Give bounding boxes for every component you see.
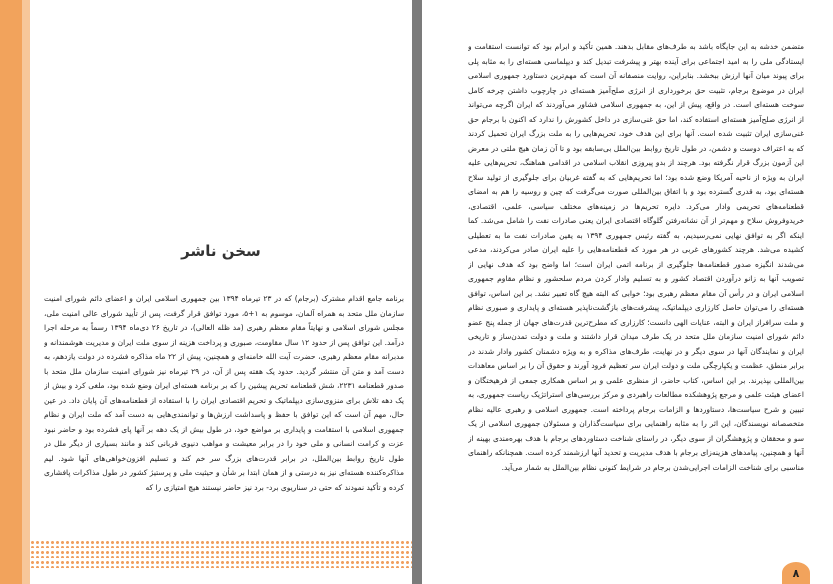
dotted-rule-bottom xyxy=(30,560,412,568)
right-body-text: متضمن خدشه به این جایگاه باشد به طرف‌های مقابل بدهند. همین تأکید و ابرام بود که توانست استقامت و ایستادگی ملی را به امید اجتماعی برای آینده بهتر و پیشرفت تبدیل کند و دیپلماسی هسته‌ای را به مثابه پلی برای پیوند میان آنها ارزش ببخشد. بنابراین، روایت منصفانه آن است که مهم‌ترین دستاورد جمهوری اسلامی ایران در موضوع برجام، تثبیت حق برخورداری از انرژی صلح‌آمیز هسته‌ای در چارچوب داشتن چرخه کامل سوخت هسته‌ای است. در واقع، پیش از این، به جمهوری اسلامی فشاور می‌آوردند که ایران اگرچه می‌تواند از انرژی صلح‌آمیز هسته‌ای استفاده کند، اما حق غنی‌سازی در داخل کشورش را ندارد که اکنون با برجام حق غنی‌سازی ایران تثبیت شده است. آنها برای این هدف خود، تحریم‌هایی را به ملت بزرگ ایران تحمیل کردند که به اعتراف دوست و دشمن، در طول تاریخ روابط بین‌الملل بی‌سابقه بود و تا آن زمان هیچ ملتی در معرض این آزمون بزرگ قرار نگرفته بود. هرچند از بدو پیروزی انقلاب اسلامی در اقدامی هماهنگ، تحریم‌هایی علیه ایران به ویژه از ناحیه آمریکا وضع شده بود؛ اما تحریم‌هایی که به گفته غربیان برای جلوگیری از تولید سلاح هسته‌ای بود، به قدری گسترده بود و با اتفاق بین‌المللی صورت می‌گرفت که چین و روسیه را هم به امضای قطعنامه‌های تحریمی وادار می‌کرد. دایره تحریم‌ها در زمینه‌های مختلف سیاسی، علمی، اقتصادی، خریدوفروش سلاح و مهم‌تر از آن نشانه‌رفتن گلوگاه اقتصادی ایران یعنی صادرات نفت را شامل می‌شد. کما اینکه اگر به توافق نهایی نمی‌رسیدیم، به گفته رئیس جمهوری ۱۳۹۴ به یقین صادرات نفت ما به تعطیلی کشیده می‌شد. هرچند کشورهای غربی در هر مورد که قطعنامه‌هایی را علیه ایران صادر می‌کردند، مدعی می‌شدند انگیزه صدور قطعنامه‌ها جلوگیری از برنامه اتمی ایران است؛ اما واضح بود که هدف نهایی از تصویب آنها به زانو درآوردن اقتصاد کشور و به تسلیم وادار کردن مردم سلحشور و نظام مقاوم جمهوری اسلامی ایران و در رأس آن مقام معظم رهبری بود؛ خوابی که البته هیچ گاه تعبیر نشد. بر این اساس، توافق هسته‌ای را می‌توان حاصل کارزاری دیپلماتیک، پیشرفت‌های بازگشت‌ناپذیر هسته‌ای و پایداری و صبوری نظام و ملت سرافراز ایران و البته، عنایات الهی دانست؛ کارزاری که مطرح‌ترین قدرت‌های جهان از جمله پنج عضو دائم شورای امنیت سازمان ملل متحد در یک طرف میدان قرار داشتند و ملت و دولت تمدن‌ساز و تاریخی ایران و نمایندگان آنها در سوی دیگر و در نهایت، طرف‌های مذاکره و به ویژه دشمنان کشور وادار شدند در برابر منطق، عظمت و یکپارچگی ملت و دولت ایران سر تعظیم فرود آورند و حقوق آن را بر اساس معاهدات بین‌المللی بپذیرند. بر این اساس، کتاب حاضر، از منظری علمی و بر اساس همکاری جمعی از فرهیختگان و اعضای هیئت علمی و مرجع پژوهشکده مطالعات راهبردی و مرکز بررسی‌های استراتژیک ریاست جمهوری، به تبیین و شرح سیاست‌ها، دستاوردها و الزامات برجام پرداخته است. جمهوری اسلامی و رهبری عالیه نظام متخصصانه نویسندگان، این اثر را به مثابه راهنمایی برای سیاست‌گذاران و مسئولان جمهوری اسلامی از یک سو و محققان و پژوهشگران از سوی دیگر، در راستای شناخت دستاوردهای برجام با هدف بهره‌مندی بهینه از آنها و همچنین، پیامدهای هزینه‌زای برجام با هدف مدیریت و تحدید آنها ارزشمند کرده است. همچنانکه راهنمای مناسبی برای شناخت الزامات اجرایی‌شدن برجام در شرایط کنونی نظام بین‌الملل به شمار می‌آید. xyxy=(468,42,804,472)
orange-margin-band-inner xyxy=(22,0,30,584)
dotted-rule-top xyxy=(30,540,412,548)
left-body-text: برنامه جامع اقدام مشترک (برجام) که در ۲۳ تیرماه ۱۳۹۴ بین جمهوری اسلامی ایران و اعضای دائم شورای امنیت سازمان ملل متحد به همراه آلمان، موسوم به ۱+۵، مورد توافق قرار گرفت، پس از تأیید شورای عالی امنیت ملی، مجلس شورای اسلامی و نهایتاً مقام معظم رهبری (مد ظله العالی)، در تاریخ ۲۶ دی‌ماه ۱۳۹۴ رسماً به مرحله اجرا درآمد. این توافق پس از حدود ۱۲ سال مقاومت، صبوری و پرداخت هزینه از سوی ملت ایران و مدیریت هوشمندانه و مدبرانه مقام معظم رهبری، حضرت آیت الله خامنه‌ای و همچنین، پیش از ۲۲ ماه مذاکره فشرده در دولت یازدهم، به دست آمد و متن آن منتشر گردید. حدود یک هفته پس از آن، در ۲۹ تیرماه نیز شورای امنیت سازمان ملل متحد با صدور قطعنامه ۲۲۳۱، شش قطعنامه تحریم پیشین را که بر برنامه هسته‌ای ایران وضع شده بود، ملغی کرد و بیش از یک دهه تلاش برای منزوی‌سازی دیپلماتیک و تحریم اقتصادی ایران را با استفاده از قطعنامه‌های آن پایان داد. در عین حال، مهم آن است که این توافق با حفظ و پاسداشت ارزش‌ها و توانمندی‌هایی به دست آمد که ملت ایران و نظام جمهوری اسلامی با استقامت و پایداری بر مواضع خود، در طول بیش از یک دهه بر آنها پای فشرده بود و حاضر نبود عزت و کرامت انسانی و ملی خود را در برابر معیشت و مواهب دنیوی قربانی کند و مانند بسیاری از دیگر ملل در طول تاریخ روابط بین‌الملل، در برابر قدرت‌های بزرگ سر خم کند و تسلیم افزون‌خواهی‌های آنها شود. لیم مذاکره‌کننده هسته‌ای نیز به درستی و از همان ابتدا بر شأن و حیثیت ملی و پرستیژ کشور در طول مذاکرات پافشاری کرده و تأکید نمودند که حتی در سناریوی برد- برد نیز حاضر نیستند هیچ امتیازی را که xyxy=(44,294,404,492)
page-title: سخن ناشر xyxy=(181,242,261,260)
page-number: ۸ xyxy=(792,566,800,580)
dotted-rule-middle xyxy=(30,550,412,558)
page-number-badge xyxy=(782,562,810,584)
orange-margin-band xyxy=(0,0,22,584)
